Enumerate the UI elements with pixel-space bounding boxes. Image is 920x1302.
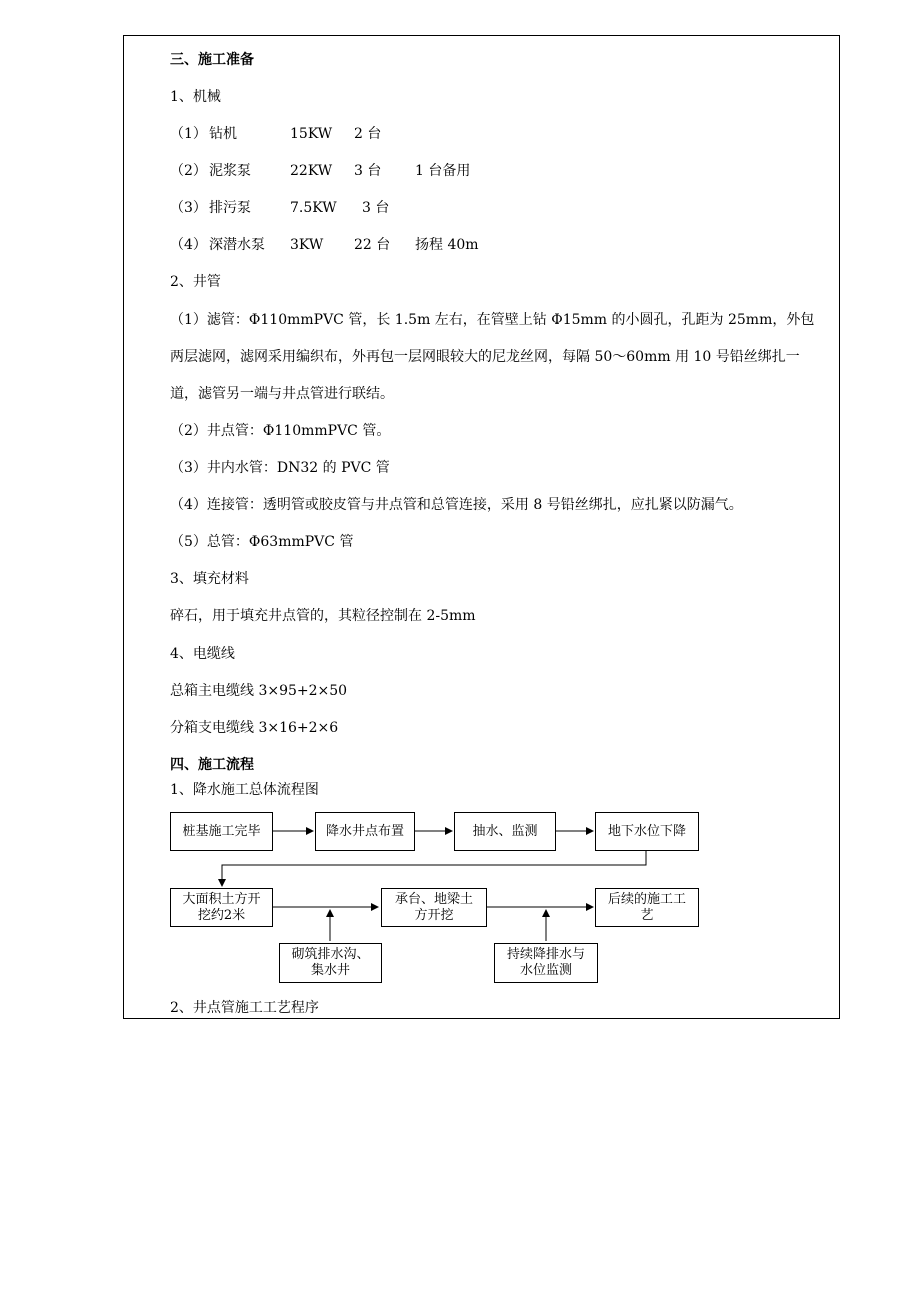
machine-name: 钻机 [209, 126, 237, 142]
machine-qty: 3 台 [362, 200, 390, 216]
main-cable: 总箱主电缆线 3×95+2×50 [170, 683, 348, 699]
arrow-4-5 [222, 850, 646, 886]
flow-step-label: 桩基施工完毕 [182, 823, 261, 839]
flow-step-wellpoint-layout [315, 812, 415, 851]
machine-name: 深潜水泵 [209, 237, 265, 253]
flow-side-label-line1: 持续降排水与 [506, 947, 585, 962]
machine-power: 7.5KW [290, 200, 337, 216]
flow-step-label-line1: 后续的施工工 [607, 891, 686, 907]
row-number: （3） [170, 200, 207, 216]
flow-step-label: 地下水位下降 [607, 823, 686, 839]
flow-step-label-line1: 大面积土方开 [182, 891, 261, 907]
pipes-heading: 2、井管 [170, 274, 221, 290]
machine-qty: 2 台 [354, 126, 382, 142]
machine-qty: 3 台 [354, 163, 382, 179]
flow-step-pump-monitor [454, 812, 556, 851]
machine-note: 扬程 40m [415, 237, 479, 253]
flow-step-label: 降水井点布置 [325, 823, 404, 839]
row-number: （1） [170, 126, 207, 142]
machine-name: 泥浆泵 [209, 163, 251, 179]
machine-power: 15KW [290, 126, 333, 142]
flow-step-excavation-2m [170, 888, 273, 927]
flow-step-follow-up [595, 888, 699, 927]
machinery-heading: 1、机械 [170, 89, 221, 105]
filter-pipe-line-3: 道，滤管另一端与井点管进行联结。 [170, 386, 394, 402]
connector-pipe: （4）连接管：透明管或胶皮管与井点管和总管连接，采用 8 号铅丝绑扎，应扎紧以防漏气。 [170, 497, 743, 513]
row-number: （2） [170, 163, 207, 179]
flow-step-label-line2: 艺 [640, 907, 654, 923]
branch-cable: 分箱支电缆线 3×16+2×6 [170, 720, 339, 736]
flow-step-label: 抽水、监测 [472, 823, 538, 839]
machine-note: 1 台备用 [415, 163, 471, 179]
flow-step-pile-complete [170, 812, 273, 851]
wellpoint-pipe: （2）井点管：Φ110mmPVC 管。 [170, 423, 391, 439]
flow-step-label-line1: 承台、地梁土 [394, 891, 473, 907]
filling-heading: 3、填充材料 [170, 571, 249, 587]
machine-power: 3KW [290, 237, 324, 253]
filling-text: 碎石，用于填充井点管的，其粒径控制在 2-5mm [170, 608, 476, 624]
cable-heading: 4、电缆线 [170, 646, 235, 662]
main-pipe: （5）总管：Φ63mmPVC 管 [170, 534, 354, 550]
wellpoint-process-heading: 2、井点管施工工艺程序 [170, 1000, 319, 1016]
row-number: （4） [170, 237, 207, 253]
flow-side-label-line2: 集水井 [310, 963, 350, 978]
flowchart-heading: 1、降水施工总体流程图 [170, 782, 319, 798]
section-title-process: 四、施工流程 [170, 757, 254, 773]
flow-step-label-line2: 方开挖 [414, 907, 454, 923]
machine-qty: 22 台 [354, 237, 391, 253]
flow-step-water-level-drop [595, 812, 699, 851]
flow-side-drainage [279, 943, 382, 983]
flow-step-label-line2: 挖约2米 [197, 907, 246, 923]
machine-power: 22KW [290, 163, 333, 179]
flow-side-continuous-drainage [494, 943, 598, 983]
flow-side-label-line2: 水位监测 [519, 963, 572, 978]
flow-step-cap-beam-excavation [381, 888, 487, 927]
filter-pipe-line-1: （1）滤管：Φ110mmPVC 管，长 1.5m 左右，在管壁上钻 Φ15mm 的小圆孔，孔距为 25mm，外包 [170, 312, 815, 328]
flow-side-label-line1: 砌筑排水沟、 [291, 947, 370, 962]
inner-water-pipe: （3）井内水管：DN32 的 PVC 管 [170, 460, 390, 476]
machine-name: 排污泵 [209, 200, 251, 216]
section-title-preparation: 三、施工准备 [170, 52, 254, 68]
filter-pipe-line-2: 两层滤网，滤网采用编织布，外再包一层网眼较大的尼龙丝网，每隔 50～60mm 用 10 号铅丝绑扎一 [170, 349, 800, 365]
